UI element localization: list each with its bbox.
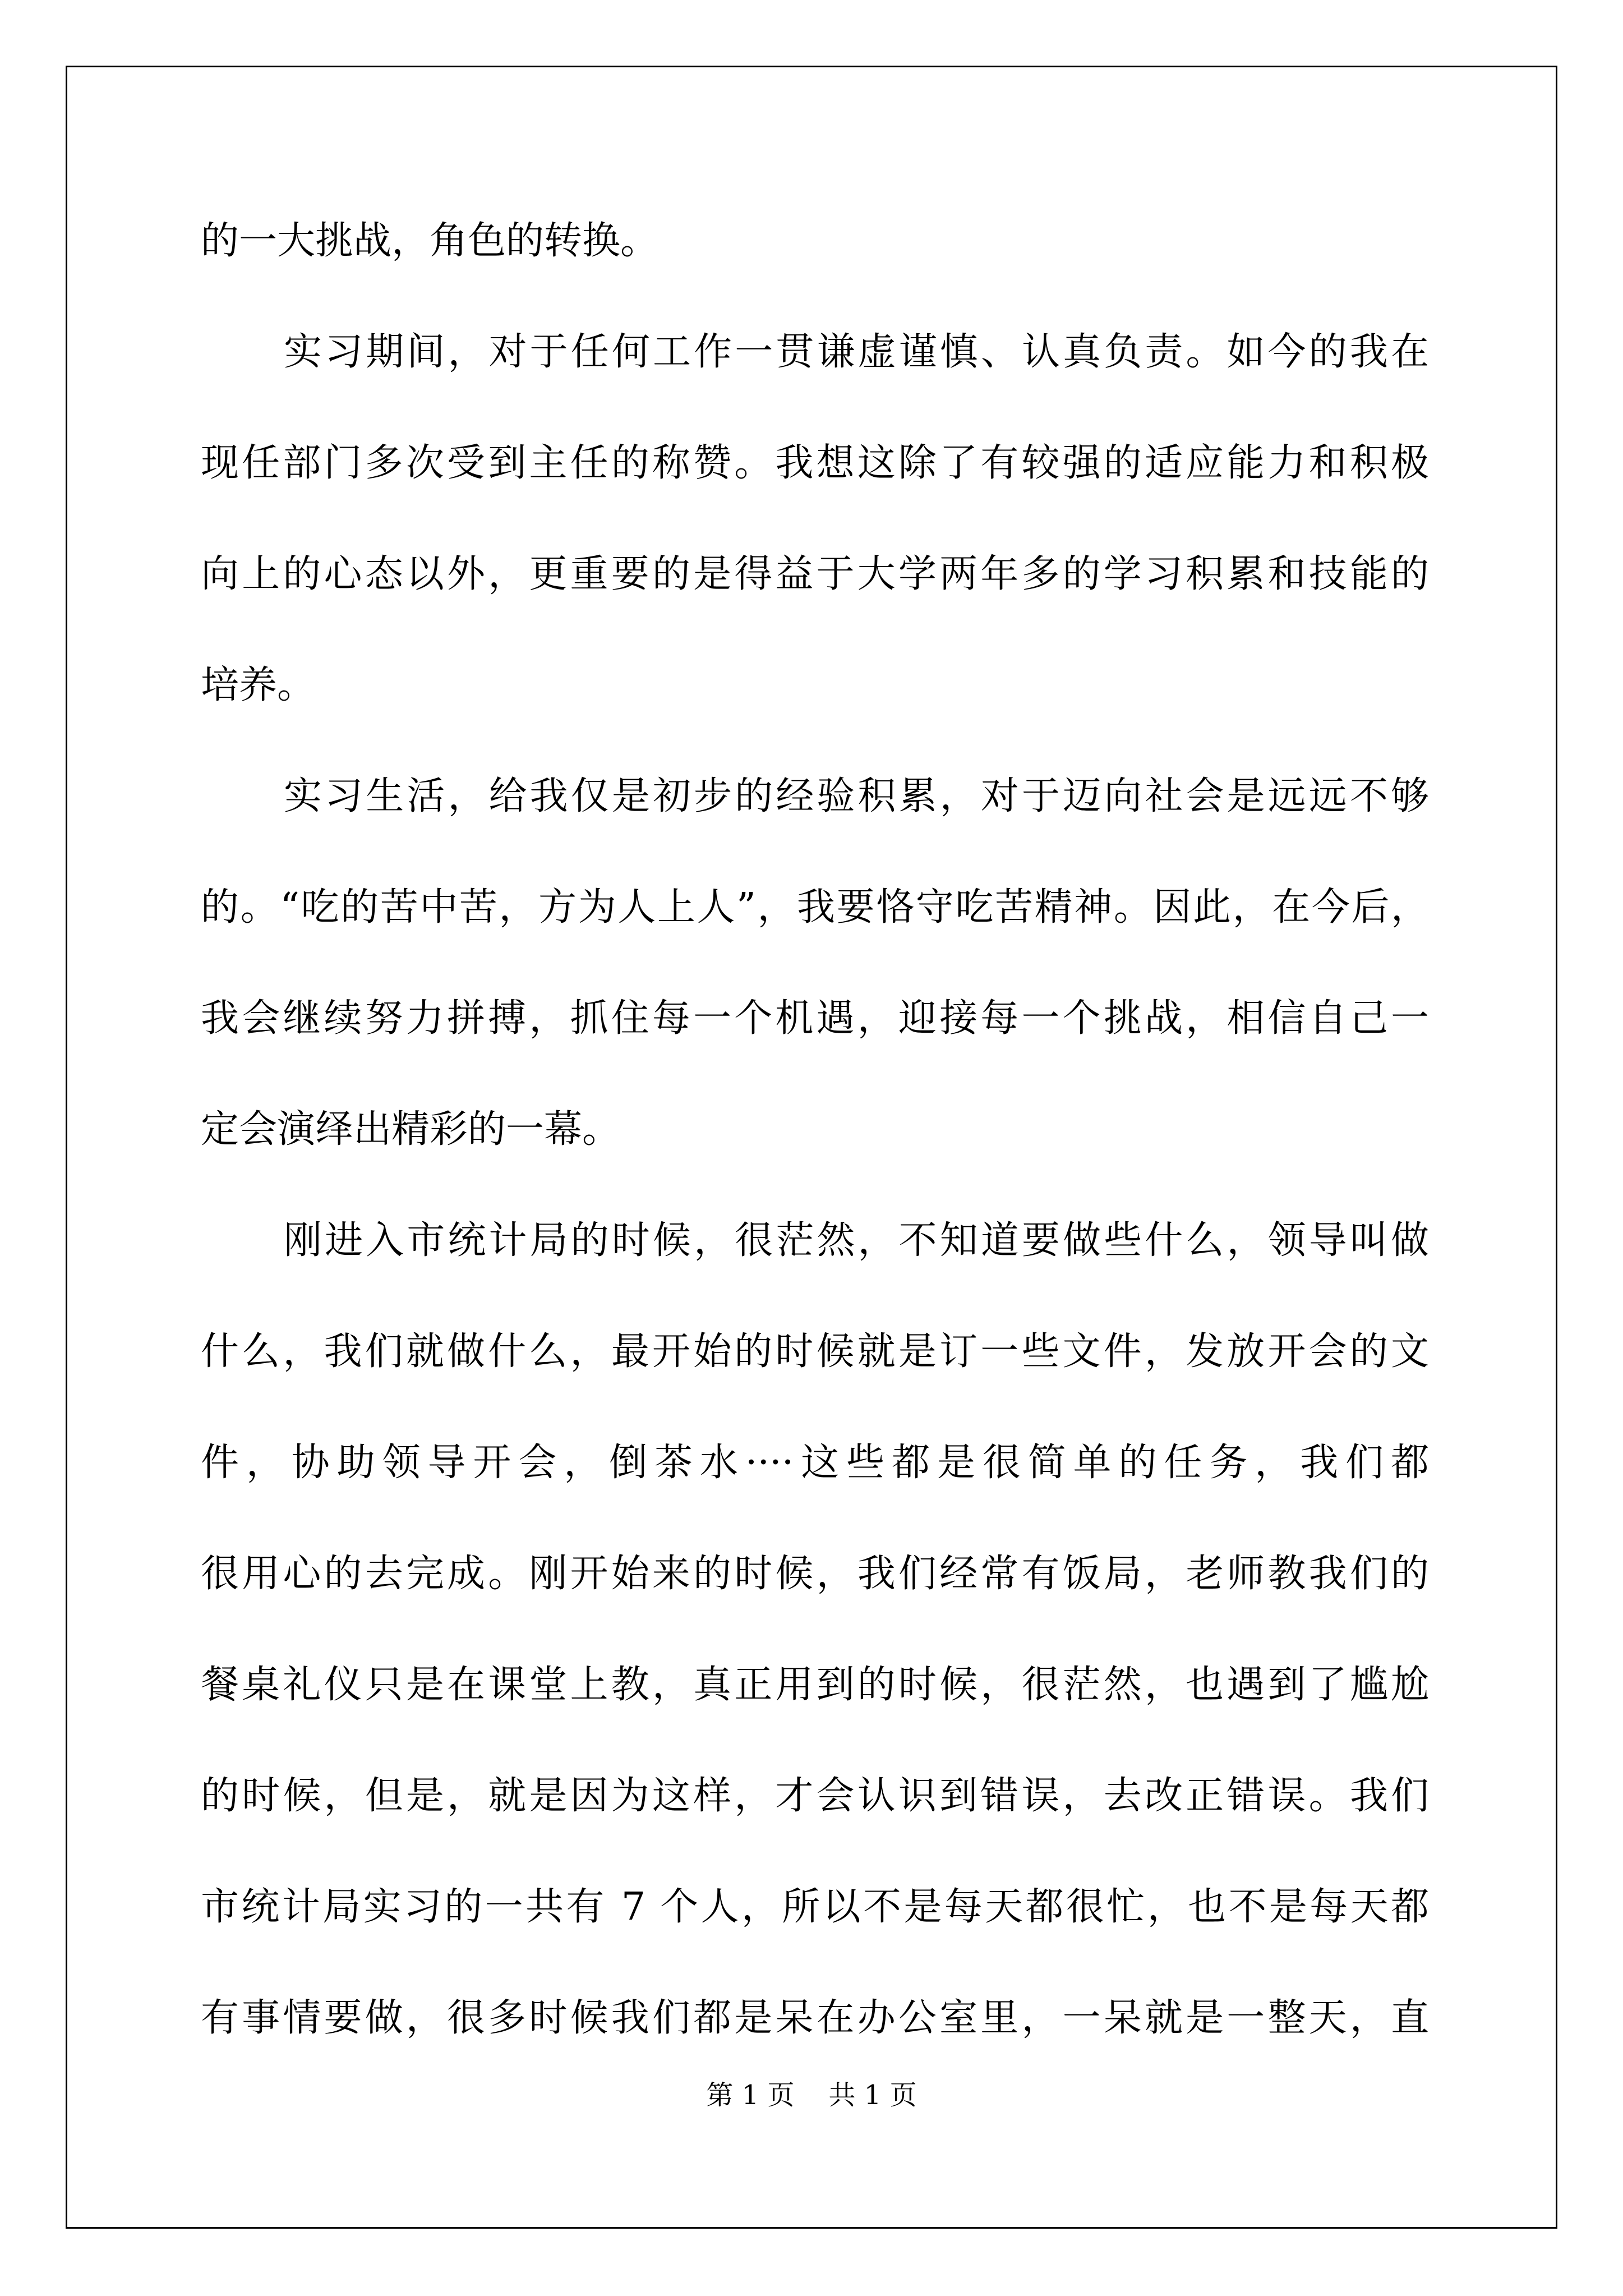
text-line-1: 的一大挑战，角色的转换。 <box>201 219 659 263</box>
paragraph-4-line-7: 市统计局实习的一共有 7 个人，所以不是每天都很忙，也不是每天都 <box>201 1885 1429 1929</box>
paragraph-3-line-3: 我会继续努力拼搏，抓住每一个机遇，迎接每一个挑战，相信自己一 <box>201 996 1429 1041</box>
paragraph-3-line-1: 实习生活，给我仅是初步的经验积累，对于迈向社会是远远不够 <box>284 774 1429 818</box>
paragraph-3-line-2: 的。“吃的苦中苦，方为人上人”，我要恪守吃苦精神。因此，在今后， <box>201 885 1429 930</box>
paragraph-4-line-4: 很用心的去完成。刚开始来的时候，我们经常有饭局，老师教我们的 <box>201 1552 1429 1596</box>
paragraph-4-line-2: 什么，我们就做什么，最开始的时候就是订一些文件，发放开会的文 <box>201 1329 1429 1374</box>
paragraph-2-line-4: 培养。 <box>201 663 316 707</box>
paragraph-2-line-2: 现任部门多次受到主任的称赞。我想这除了有较强的适应能力和积极 <box>201 441 1429 485</box>
paragraph-3-line-4: 定会演绎出精彩的一幕。 <box>201 1107 621 1152</box>
paragraph-4-line-3: 件，协助领导开会，倒茶水····这些都是很简单的任务，我们都 <box>201 1441 1429 1485</box>
page-number-footer: 第 1 页 共 1 页 <box>706 2079 917 2111</box>
paragraph-2-line-1: 实习期间，对于任何工作一贯谦虚谨慎、认真负责。如今的我在 <box>284 330 1429 374</box>
paragraph-2-line-3: 向上的心态以外，更重要的是得益于大学两年多的学习积累和技能的 <box>201 552 1429 596</box>
paragraph-4-line-6: 的时候，但是，就是因为这样，才会认识到错误，去改正错误。我们 <box>201 1774 1429 1818</box>
paragraph-4-line-8: 有事情要做，很多时候我们都是呆在办公室里，一呆就是一整天，直 <box>201 1996 1429 2040</box>
paragraph-4-line-1: 刚进入市统计局的时候，很茫然，不知道要做些什么，领导叫做 <box>284 1218 1429 1263</box>
paragraph-4-line-5: 餐桌礼仪只是在课堂上教，真正用到的时候，很茫然，也遇到了尴尬 <box>201 1663 1429 1707</box>
